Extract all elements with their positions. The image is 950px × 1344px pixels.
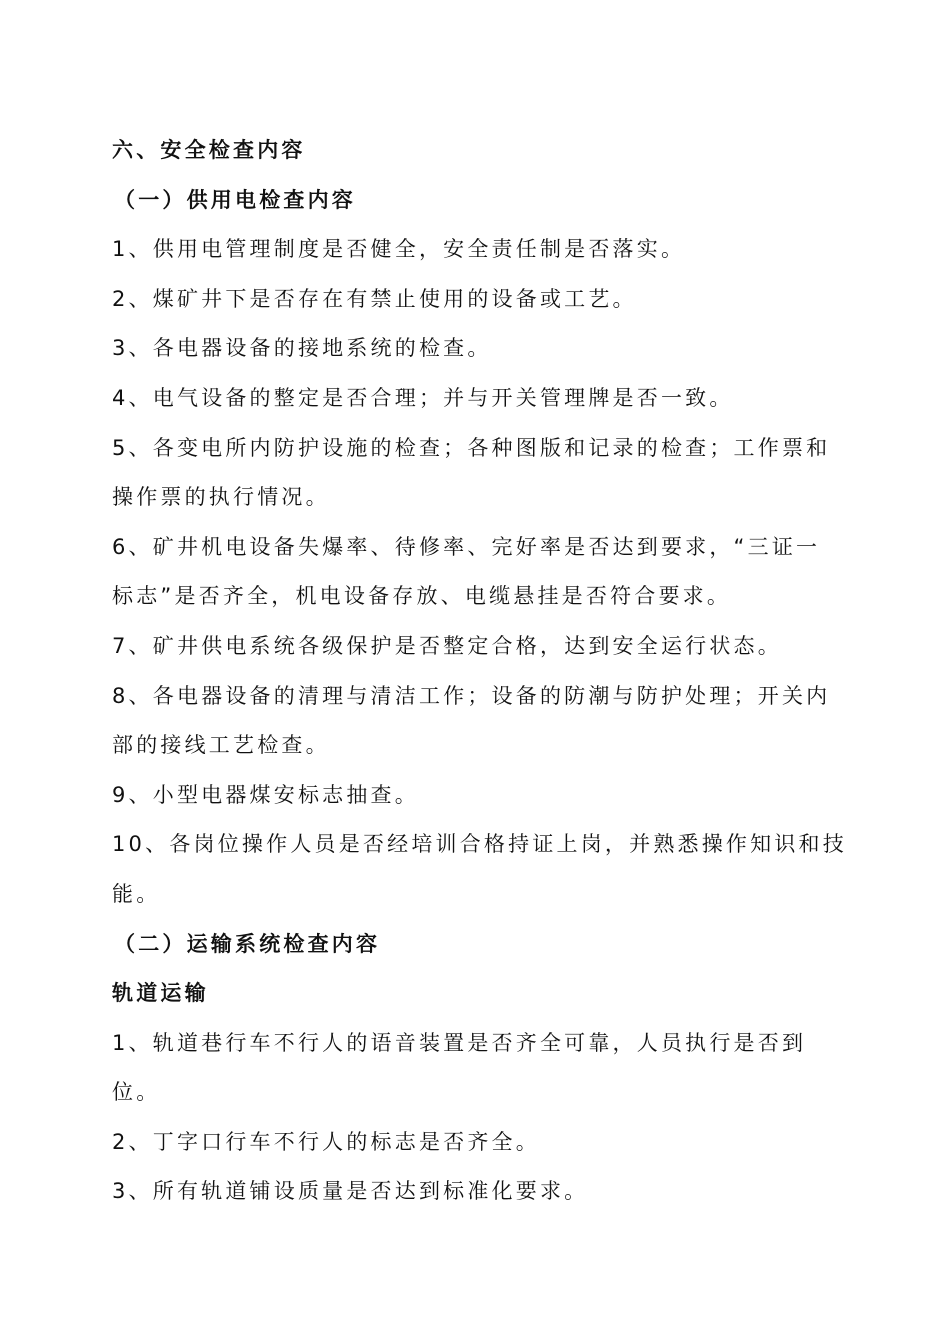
group-title-rail-transport: 轨道运输 <box>112 981 209 1006</box>
list-item: 3、各电器设备的接地系统的检查。 <box>112 336 492 361</box>
list-item: 3、所有轨道铺设质量是否达到标准化要求。 <box>112 1179 589 1204</box>
list-item: 7、矿井供电系统各级保护是否整定合格，达到安全运行状态。 <box>112 633 782 658</box>
list-item-line: 5、各变电所内防护设施的检查；各种图版和记录的检查；工作票和 <box>112 435 831 460</box>
list-item-line: 位。 <box>112 1080 161 1105</box>
list-item-line: 部的接线工艺检查。 <box>112 733 330 758</box>
list-item-line: 标志”是否齐全，机电设备存放、电缆悬挂是否符合要求。 <box>112 584 732 609</box>
list-item-line: 10、各岗位操作人员是否经培训合格持证上岗，并熟悉操作知识和技 <box>112 832 847 857</box>
list-item-line: 8、各电器设备的清理与清洁工作；设备的防潮与防护处理；开关内 <box>112 683 831 708</box>
list-item: 1、供用电管理制度是否健全，安全责任制是否落实。 <box>112 237 686 262</box>
list-item-line: 1、轨道巷行车不行人的语音装置是否齐全可靠，人员执行是否到 <box>112 1030 807 1055</box>
list-item: 9、小型电器煤安标志抽查。 <box>112 782 419 807</box>
list-item: 2、煤矿井下是否存在有禁止使用的设备或工艺。 <box>112 286 637 311</box>
list-item-line: 操作票的执行情况。 <box>112 485 330 510</box>
subsection-heading-power: （一）供用电检查内容 <box>114 187 356 212</box>
document-page <box>112 126 847 1217</box>
section-heading: 六、安全检查内容 <box>112 138 306 162</box>
list-item-line: 6、矿井机电设备失爆率、待修率、完好率是否达到要求，“三证一 <box>112 534 821 559</box>
list-item: 2、丁字口行车不行人的标志是否齐全。 <box>112 1129 540 1154</box>
subsection-heading-transport: （二）运输系统检查内容 <box>114 931 381 956</box>
list-item-line: 能。 <box>112 881 161 906</box>
list-item: 4、电气设备的整定是否合理；并与开关管理牌是否一致。 <box>112 385 734 410</box>
